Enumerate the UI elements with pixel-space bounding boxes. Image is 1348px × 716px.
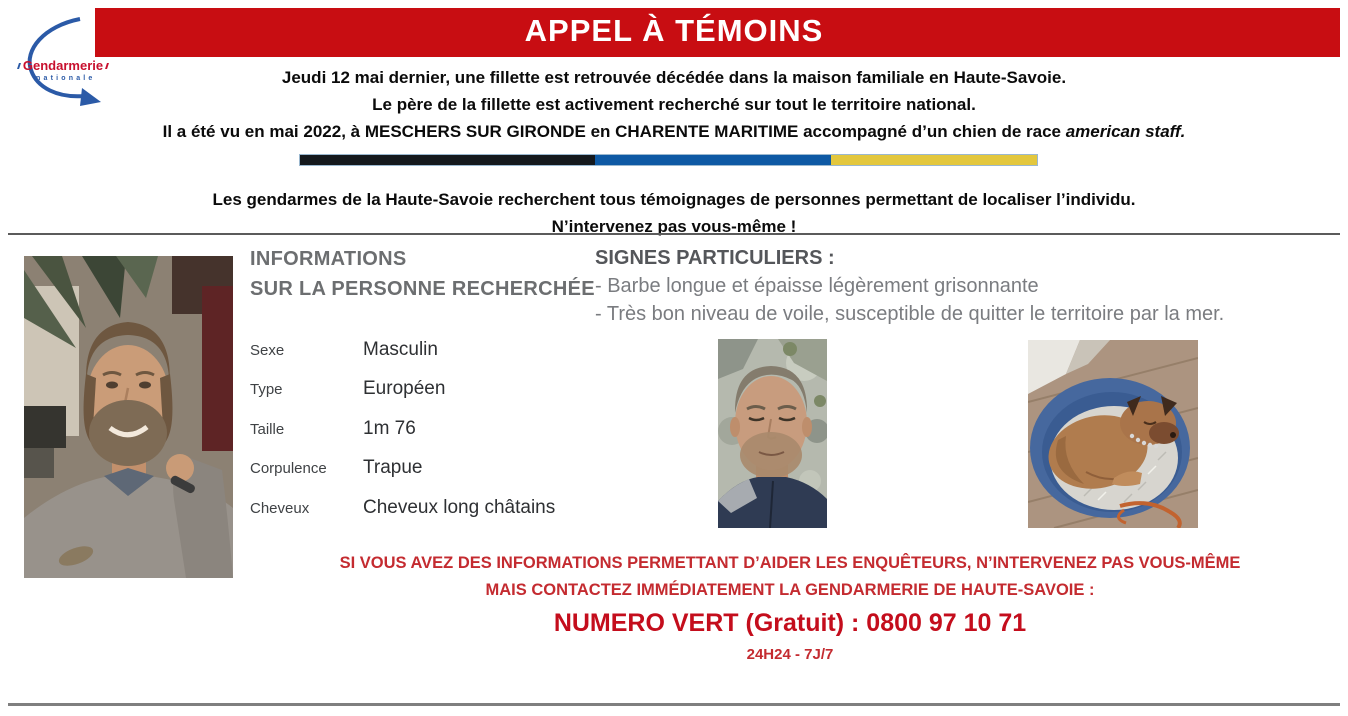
intro-line-3: Il a été vu en mai 2022, à MESCHERS SUR GIRONDE en CHARENTE MARITIME accompagné d’un chien de race american staff.: [162, 122, 1186, 141]
field-label: Corpulence: [250, 460, 327, 478]
infos-heading-line1: INFORMATIONS: [250, 248, 407, 270]
dog-breed: american staff.: [1065, 122, 1186, 141]
intro-text: [0, 64, 1348, 145]
field-row-sexe: [250, 339, 590, 378]
signes-item-1: - Barbe longue et épaisse légèrement grisonnante: [595, 275, 1039, 297]
field-row-type: [250, 378, 590, 417]
field-row-taille: [250, 418, 590, 457]
stripe-yellow-segment: [831, 155, 1037, 165]
phone-number: NUMERO VERT (Gratuit) : 0800 97 10 71: [553, 609, 1027, 637]
stripe-blue-segment: [595, 155, 831, 165]
field-value: 1m 76: [363, 417, 416, 439]
photo-wanted-person-selfie: [718, 339, 827, 528]
warning-line-2: MAIS CONTACTEZ IMMÉDIATEMENT LA GENDARMERIE DE HAUTE-SAVOIE :: [485, 581, 1095, 599]
infos-heading-line2: SUR LA PERSONNE RECHERCHÉE: [250, 278, 595, 300]
field-row-corpulence: [250, 457, 590, 496]
signes-particuliers: [595, 245, 1224, 328]
logo-subtitle: nationale: [36, 75, 96, 82]
infos-heading: [250, 244, 595, 304]
warning-line-1: SI VOUS AVEZ DES INFORMATIONS PERMETTANT D’AIDER LES ENQUÊTEURS, N’INTERVENEZ PAS VOUS-MÊME: [339, 554, 1241, 572]
signes-heading: SIGNES PARTICULIERS :: [595, 247, 835, 269]
photo-dog: [1028, 340, 1198, 528]
field-label: Sexe: [250, 342, 285, 359]
stripe-black-segment: [300, 155, 595, 165]
field-label: Taille: [250, 420, 285, 438]
logo-title: Gendarmerie: [22, 58, 104, 73]
field-row-cheveux: [250, 497, 590, 536]
alert-text: [0, 186, 1348, 240]
tricolor-stripe: [300, 155, 1037, 165]
intro-line-2: Le père de la fillette est activement recherché sur tout le territoire national.: [372, 95, 976, 114]
field-label: Type: [250, 381, 283, 399]
field-label: Cheveux: [250, 499, 310, 517]
field-value: Masculin: [363, 339, 438, 360]
field-value: Cheveux long châtains: [363, 496, 556, 518]
page-title: APPEL À TÉMOINS: [524, 13, 824, 48]
intro-line-1: Jeudi 12 mai dernier, une fillette est retrouvée décédée dans la maison familiale en Haute-Savoie.: [281, 68, 1067, 87]
bottom-divider: [8, 703, 1340, 706]
photo-wanted-person: [24, 256, 233, 578]
availability: 24H24 - 7J/7: [746, 646, 834, 663]
field-value: Trapue: [363, 457, 423, 479]
top-divider: [8, 233, 1340, 235]
alert-line-2: N’intervenez pas vous-même !: [551, 217, 797, 236]
infos-fields: [250, 339, 590, 536]
alert-line-1: Les gendarmes de la Haute-Savoie recherchent tous témoignages de personnes permettant de localiser l’individu.: [212, 190, 1136, 209]
contact-block: [240, 550, 1340, 665]
field-value: Européen: [363, 378, 446, 400]
signes-item-2: - Très bon niveau de voile, susceptible de quitter le territoire par la mer.: [595, 303, 1225, 325]
